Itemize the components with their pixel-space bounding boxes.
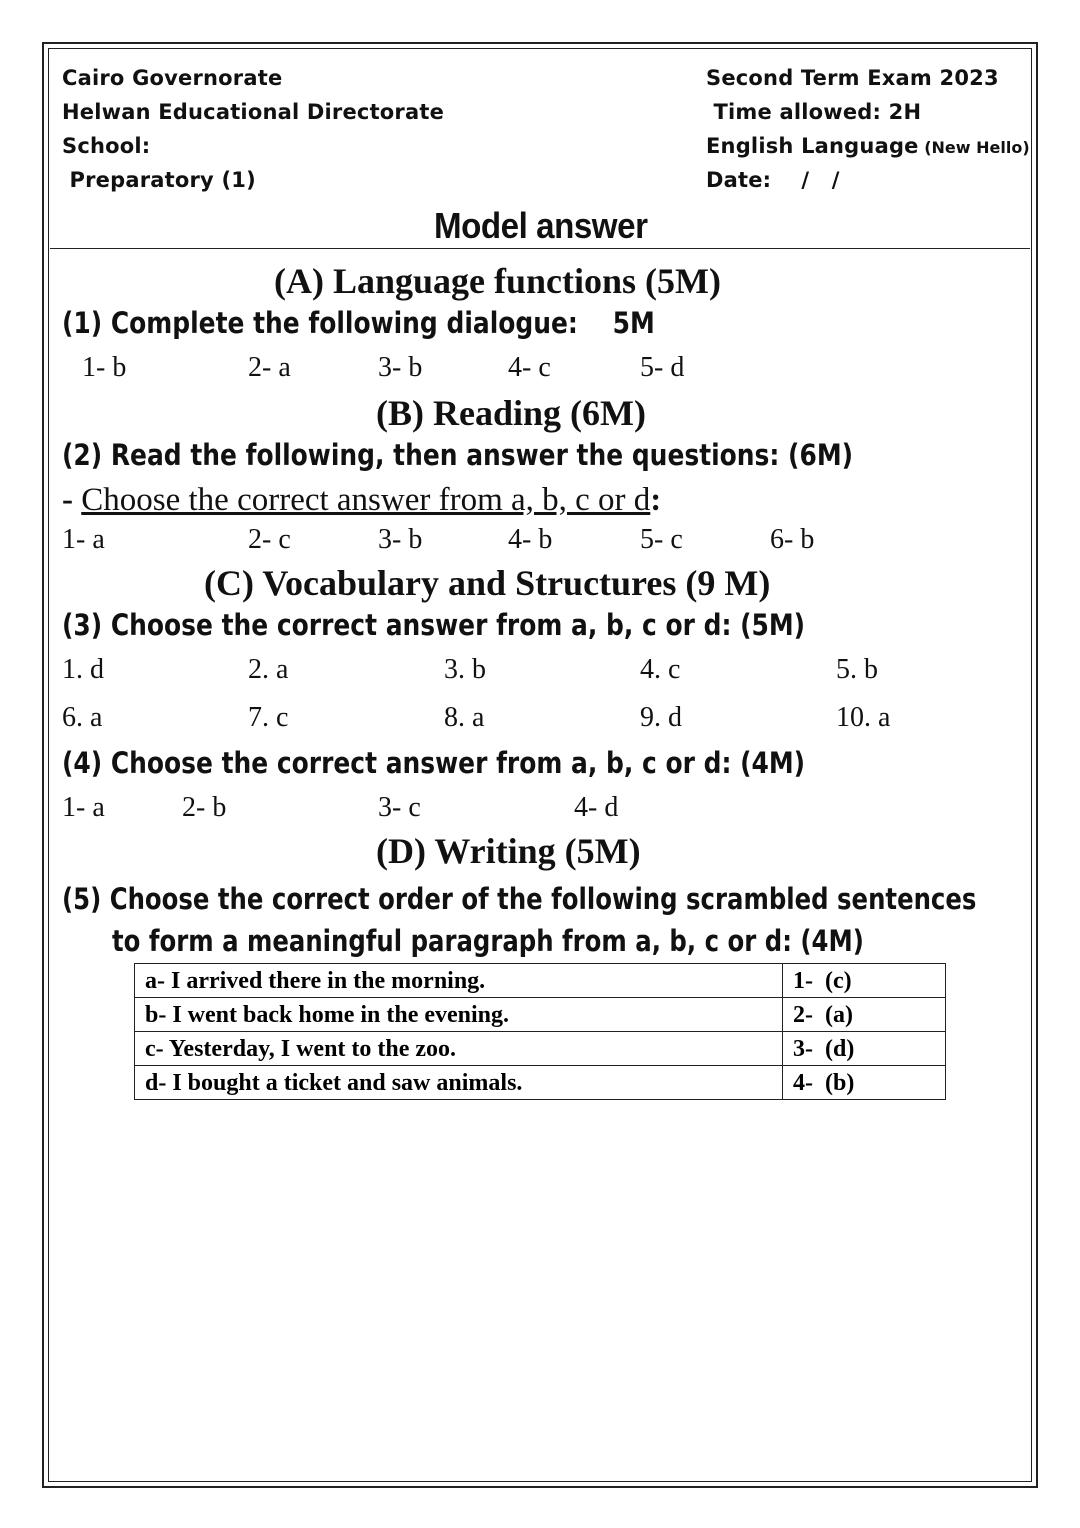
q1-heading	[62, 306, 655, 340]
q3-answer-6: 6. a	[62, 702, 103, 733]
q3-answer-8: 8. a	[444, 702, 485, 733]
q5-order-3: 3- (d)	[783, 1032, 946, 1066]
q1-text: (1) Complete the following dialogue:	[62, 306, 578, 340]
section-c-heading: (C) Vocabulary and Structures (9 M)	[204, 563, 771, 603]
q2-sub-dash: -	[62, 482, 82, 518]
q2-answer-6: 6- b	[770, 524, 815, 555]
q2-answer-5: 5- c	[640, 524, 683, 555]
q3-answer-1: 1. d	[62, 654, 104, 685]
q4-answer-3: 3- c	[378, 792, 421, 823]
q2-heading: (2) Read the following, then answer the questions: (6M)	[62, 438, 854, 472]
q5-order-2: 2- (a)	[783, 998, 946, 1032]
q2-answer-4: 4- b	[508, 524, 553, 555]
q2-sub-text: Choose the correct answer from a, b, c or d	[81, 482, 651, 518]
q5-sentence-a: a- I arrived there in the morning.	[135, 964, 783, 998]
q3-answer-5: 5. b	[836, 654, 878, 685]
q3-answer-7: 7. c	[248, 702, 289, 733]
q1-answer-3: 3- b	[378, 352, 423, 383]
header-directorate: Helwan Educational Directorate	[62, 100, 445, 124]
q5-heading-line2: to form a meaningful paragraph from a, b, c or d: (4M)	[112, 924, 864, 958]
q1-answer-4: 4- c	[508, 352, 551, 383]
q1-marks: 5M	[612, 306, 655, 340]
page-title: Model answer	[434, 205, 648, 246]
header-subject-note: (New Hello)	[924, 138, 1030, 157]
header-school: School:	[62, 134, 151, 158]
header-governorate: Cairo Governorate	[62, 66, 283, 90]
header-subject	[706, 134, 1030, 158]
q5-sentence-d: d- I bought a ticket and saw animals.	[135, 1066, 783, 1100]
q2-answer-2: 2- c	[248, 524, 291, 555]
q1-answer-5: 5- d	[640, 352, 685, 383]
q3-heading: (3) Choose the correct answer from a, b, c or d: (5M)	[62, 608, 806, 642]
q3-answer-10: 10. a	[836, 702, 891, 733]
q5-heading-line1: (5) Choose the correct order of the following scrambled sentences	[62, 882, 977, 916]
header-divider	[50, 248, 1030, 249]
section-d-heading: (D) Writing (5M)	[376, 831, 641, 871]
q2-sub-colon: :	[650, 482, 662, 518]
q3-answer-9: 9. d	[640, 702, 682, 733]
q1-answer-1: 1- b	[82, 352, 127, 383]
header-date: Date: / /	[706, 168, 840, 192]
header-subject-name: English Language	[706, 134, 919, 158]
q1-answer-2: 2- a	[248, 352, 291, 383]
section-b-heading: (B) Reading (6M)	[376, 393, 646, 433]
header-time: Time allowed: 2H	[706, 100, 922, 124]
q5-sentence-b: b- I went back home in the evening.	[135, 998, 783, 1032]
q5-order-4: 4- (b)	[783, 1066, 946, 1100]
q4-answer-2: 2- b	[182, 792, 227, 823]
q3-answer-2: 2. a	[248, 654, 289, 685]
q3-answer-3: 3. b	[444, 654, 486, 685]
q4-heading: (4) Choose the correct answer from a, b, c or d: (4M)	[62, 746, 806, 780]
header-grade: Preparatory (1)	[62, 168, 256, 192]
table-row	[135, 964, 946, 998]
q2-answer-3: 3- b	[378, 524, 423, 555]
q5-sentence-c: c- Yesterday, I went to the zoo.	[135, 1032, 783, 1066]
table-row	[135, 1066, 946, 1100]
table-row	[135, 1032, 946, 1066]
q2-answer-1: 1- a	[62, 524, 105, 555]
section-a-heading: (A) Language functions (5M)	[274, 261, 721, 301]
q5-order-1: 1- (c)	[783, 964, 946, 998]
q4-answer-4: 4- d	[574, 792, 619, 823]
q4-answer-1: 1- a	[62, 792, 105, 823]
q3-answer-4: 4. c	[640, 654, 681, 685]
header-exam: Second Term Exam 2023	[706, 66, 999, 90]
q2-subheading	[62, 482, 661, 519]
q5-order-table	[134, 963, 946, 1100]
table-row	[135, 998, 946, 1032]
